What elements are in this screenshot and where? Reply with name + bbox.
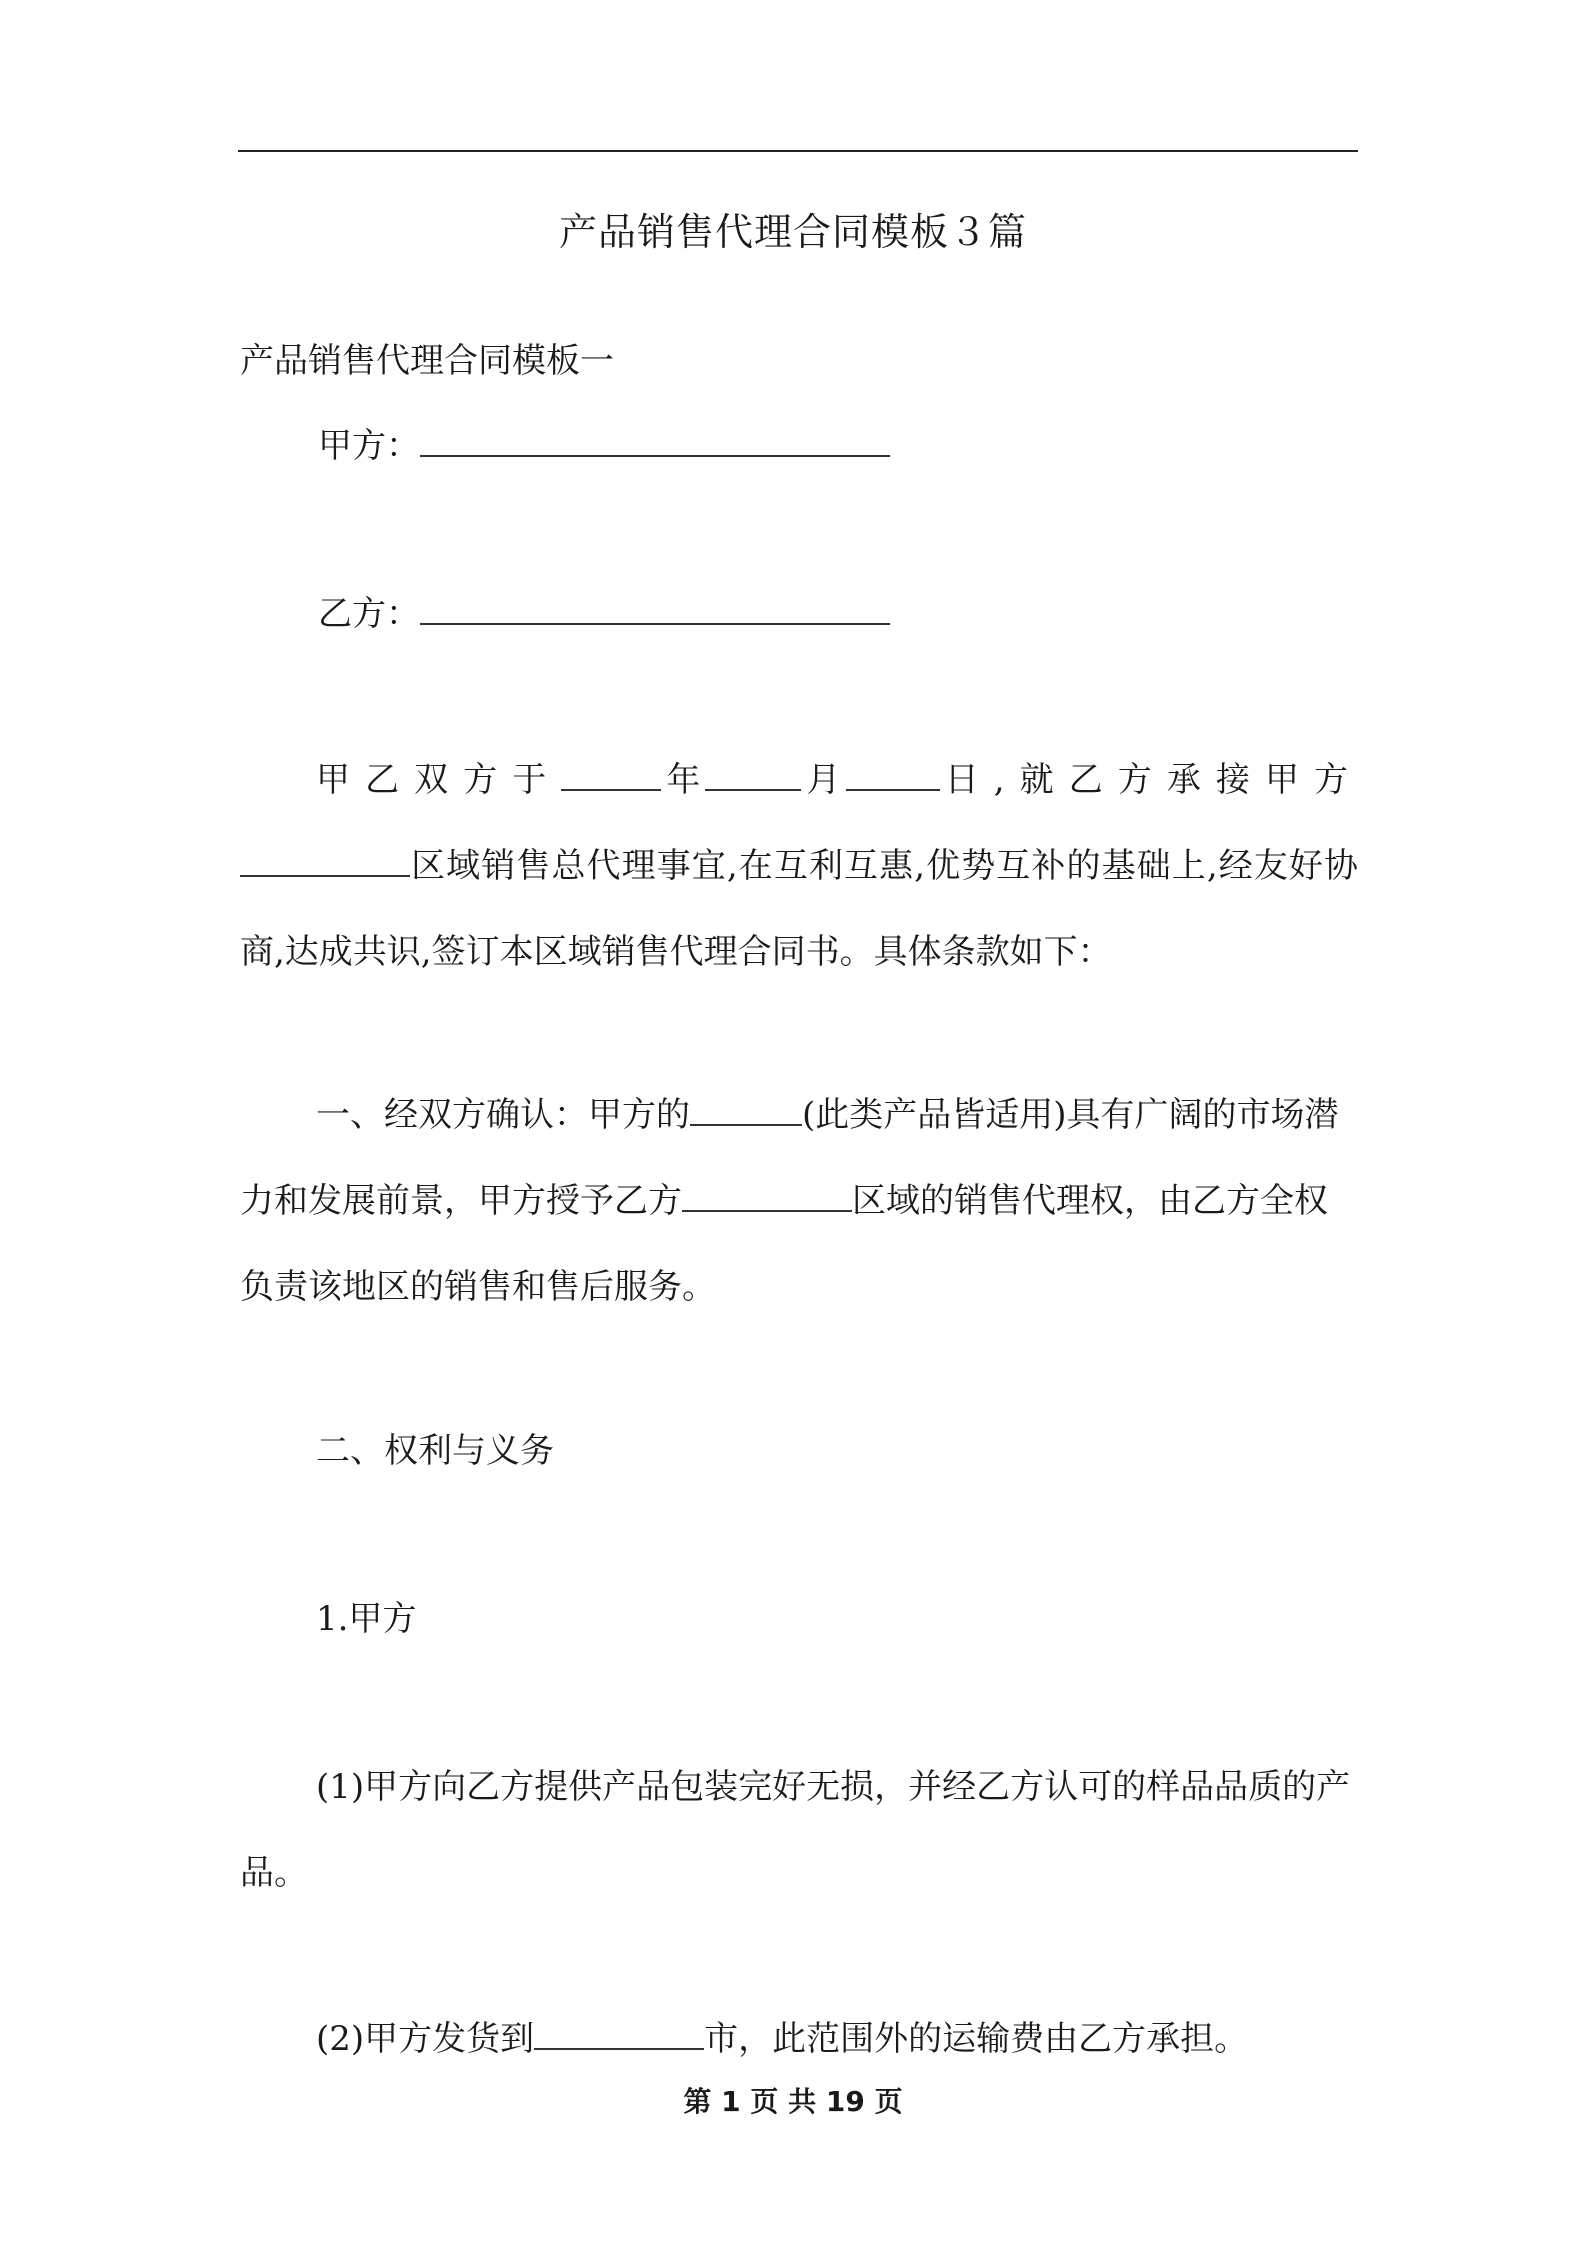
region-blank[interactable] bbox=[240, 874, 410, 877]
party-a-label: 甲方： bbox=[318, 426, 420, 466]
item-2 bbox=[240, 1996, 1358, 2082]
party-b-label: 乙方： bbox=[318, 594, 420, 634]
footer-text-3: 页 bbox=[874, 2085, 903, 2118]
section-title: 产品销售代理合同模板一 bbox=[240, 341, 614, 381]
party-a-line bbox=[318, 416, 890, 476]
footer-text-2: 页 共 bbox=[750, 2085, 817, 2118]
party-a-subheading: 1.甲方 bbox=[316, 1599, 417, 1639]
intro-paragraph bbox=[240, 737, 1358, 995]
intro-text-2: 日,就乙方承接甲方 bbox=[939, 760, 1359, 800]
day-blank[interactable] bbox=[846, 788, 940, 791]
footer-text-1: 第 bbox=[683, 2085, 712, 2118]
item-2-text-1: (2)甲方发货到 bbox=[316, 2019, 535, 2059]
clause-1-text-3: 区域的销售代理权，由乙方全权负责该地区的销售和售后服务。 bbox=[240, 1181, 1328, 1307]
page-footer bbox=[0, 2082, 1586, 2122]
clause-1-text-2: (此类产品皆适用)具有广阔的市场潜力和发展前景，甲方授予乙方 bbox=[240, 1095, 1339, 1221]
party-b-blank[interactable] bbox=[420, 622, 890, 625]
clause-1 bbox=[240, 1072, 1358, 1330]
city-blank[interactable] bbox=[534, 2047, 704, 2050]
intro-text-1: 甲乙双方于 bbox=[316, 760, 562, 800]
total-pages: 19 bbox=[825, 2085, 865, 2118]
clause-2-heading: 二、权利与义务 bbox=[316, 1431, 554, 1471]
party-b-line bbox=[318, 584, 890, 644]
party-a-blank[interactable] bbox=[420, 454, 890, 457]
product-blank[interactable] bbox=[690, 1123, 802, 1126]
agency-region-blank[interactable] bbox=[682, 1209, 852, 1212]
current-page: 1 bbox=[721, 2085, 741, 2118]
item-2-text-2: 市，此范围外的运输费由乙方承担。 bbox=[704, 2019, 1249, 2059]
header-rule bbox=[238, 150, 1358, 152]
item-1: (1)甲方向乙方提供产品包装完好无损，并经乙方认可的样品品质的产品。 bbox=[240, 1767, 1351, 1893]
document-title: 产品销售代理合同模板３篇 bbox=[558, 210, 1027, 254]
month-blank[interactable] bbox=[705, 788, 801, 791]
intro-month: 月 bbox=[801, 760, 846, 800]
intro-text-3: 区域销售总代理事宜,在互利互惠,优势互补的基础上,经友好协商,达成共识,签订本区域销售代理合同书。具体条款如下： bbox=[240, 846, 1358, 972]
clause-1-text-1: 一、经双方确认：甲方的 bbox=[316, 1095, 690, 1135]
intro-year: 年 bbox=[661, 760, 706, 800]
year-blank[interactable] bbox=[561, 788, 661, 791]
